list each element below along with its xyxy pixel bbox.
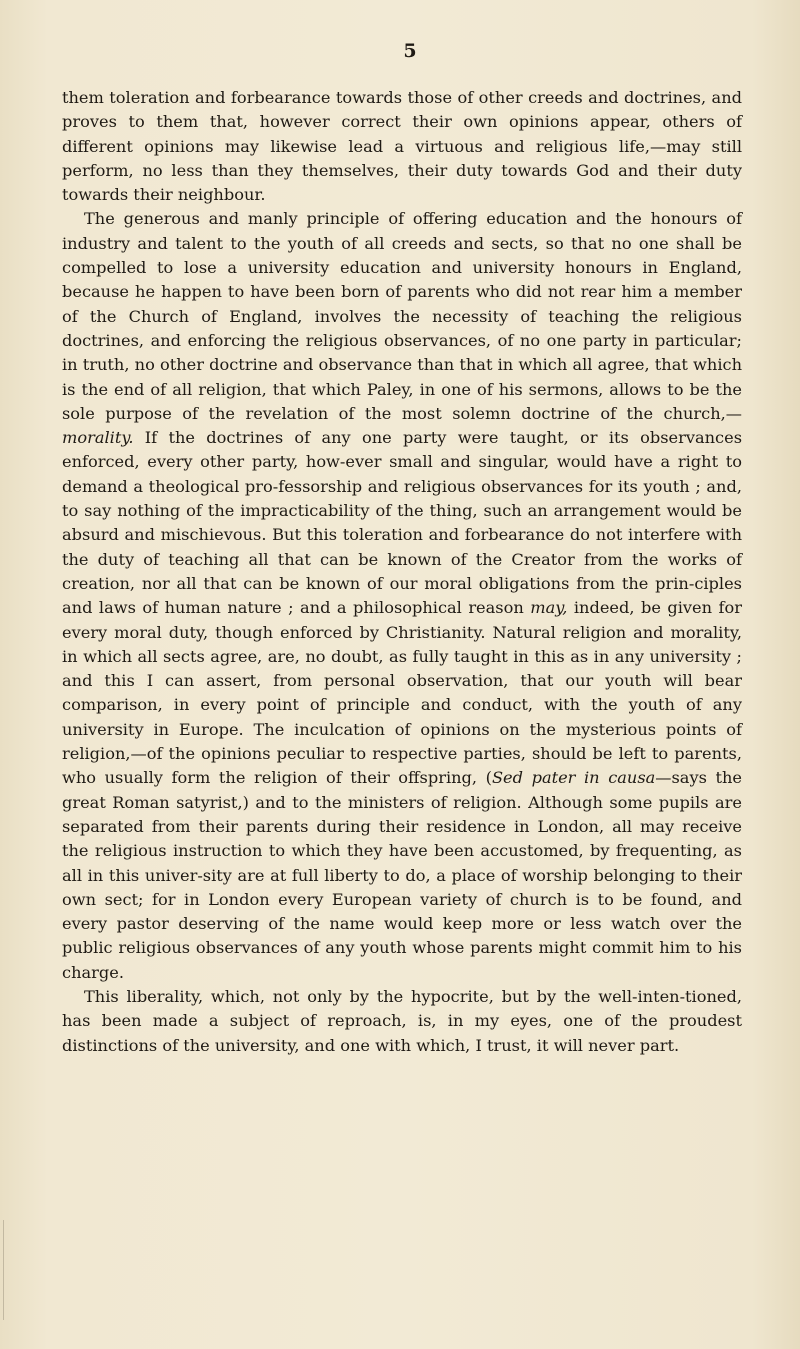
italic-may: may, bbox=[530, 598, 568, 618]
italic-morality: morality. bbox=[62, 428, 134, 448]
italic-latin-quote: Sed pater in causa bbox=[491, 768, 656, 788]
body-text bbox=[62, 86, 742, 1058]
page-edge-shadow bbox=[3, 1220, 4, 1320]
paragraph-1 bbox=[62, 86, 742, 207]
page-number: 5 bbox=[403, 40, 417, 62]
paragraph-3 bbox=[62, 985, 742, 1058]
text-segment: This liberality, which, not only by the hypocrite, but by the well-inten-tioned, has been made a subject of reproach, is, in my eyes, one of the proudest distinctions of the university, and one with which, I trust, it will never part. bbox=[62, 986, 742, 1055]
text-segment: —says the great Roman satyrist,) and to the ministers of religion. Although some pupils are separated from their parents during their residence in London, all may receive the religious instruction to which they have been accustomed, by frequenting, as all in this univer-sity are at full liberty to do, a place of worship belonging to their own sect; for in London every European variety of church is to be found, and every pastor deserving of the name would keep more or less watch over the public religious observances of any youth whose parents might commit him to his charge. bbox=[62, 768, 742, 982]
text-segment: indeed, be given for every moral duty, though enforced by Christianity. Natural religion and morality, in which all sects agree, are, no doubt, as fully taught in this as in any university ; and this I can assert, from personal observation, that our youth will bear comparison, in every point of principle and conduct, with the youth of any university in Europe. The inculcation of opinions on the mysterious points of religion,—of the opinions peculiar to respective parties, should be left to parents, who usually form the religion of their offspring, ( bbox=[62, 598, 743, 788]
text-segment: The generous and manly principle of offering education and the honours of industry and talent to the youth of all creeds and sects, so that no one shall be compelled to lose a university education and university honours in England, because he happen to have been born of parents who did not rear him a member of the Church of England, involves the necessity of teaching the religious doctrines, and enforcing the religious observances, of no one party in particular; in truth, no other doctrine and observance than that in which all agree, that which is the end of all religion, that which Paley, in one of his sermons, allows to be the sole purpose of the revelation of the most solemn doctrine of the church,— bbox=[62, 209, 742, 423]
text-segment: If the doctrines of any one party were taught, or its observances enforced, every other party, how-ever small and singular, would have a right to demand a theological pro-fessorship and religious observances for its youth ; and, to say nothing of the impracticability of the thing, such an arrangement would be absurd and mischievous. But this toleration and forbearance do not interfere with the duty of teaching all that can be known of the Creator from the works of creation, nor all that can be known of our moral obligations from the prin-ciples and laws of human nature ; and a philosophical reason bbox=[62, 428, 742, 618]
text-segment: them toleration and forbearance towards those of other creeds and doctrines, and proves to them that, however correct their own opinions appear, others of different opinions may likewise lead a virtuous and religious life,—may still perform, no less than they themselves, their duty towards God and their duty towards their neighbour. bbox=[62, 88, 742, 205]
paragraph-2 bbox=[62, 207, 742, 985]
